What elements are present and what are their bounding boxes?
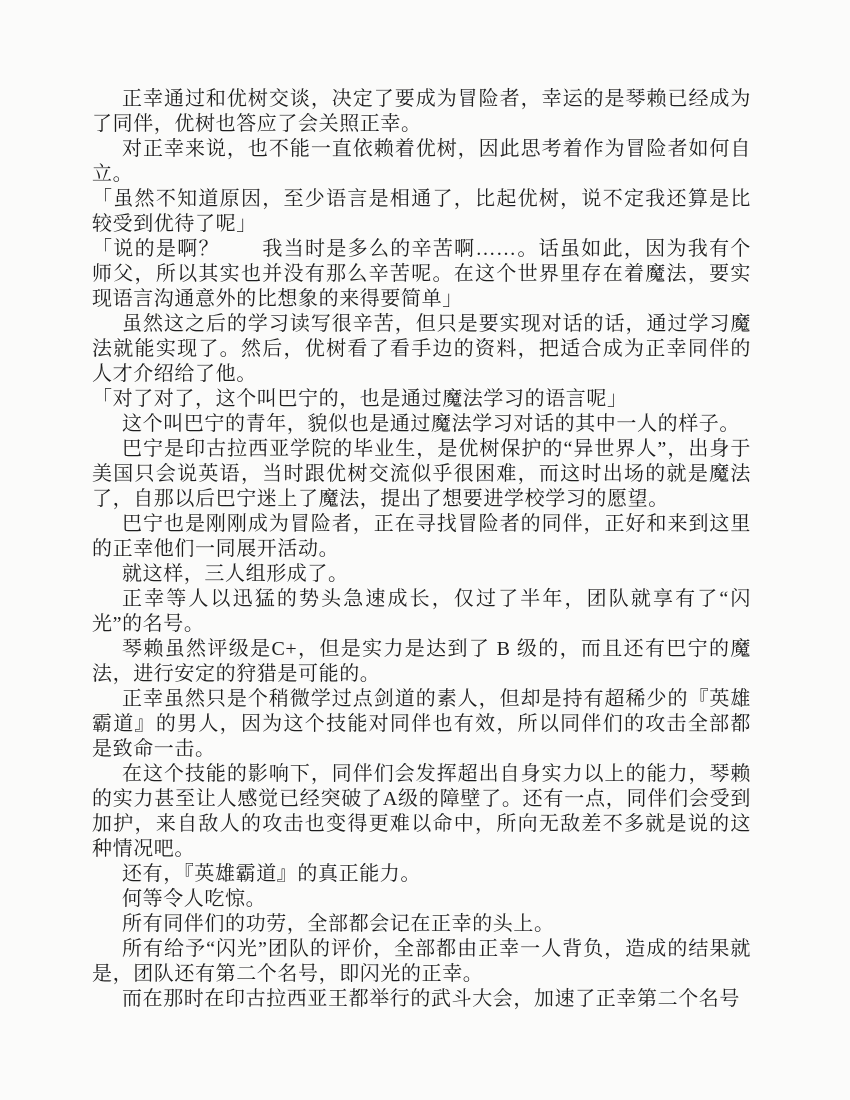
novel-paragraph: 对正幸来说，也不能一直依赖着优树，因此思考着作为冒险者如何自立。 [92,138,751,185]
novel-paragraph: 正幸等人以迅猛的势头急速成长，仅过了半年，团队就享有了“闪光”的名号。 [92,588,751,635]
novel-paragraph: 巴宁是印古拉西亚学院的毕业生，是优树保护的“异世界人”，出身于美国只会说英语，当时跟优树交流似乎很困难，而这时出场的就是魔法了，自那以后巴宁迷上了魔法，提出了想要进学校学习的愿望。 [92,438,751,510]
novel-paragraph: 所有给予“闪光”团队的评价，全部都由正幸一人背负，造成的结果就是，团队还有第二个名号，即闪光的正幸。 [92,938,751,985]
novel-text-block [92,87,751,1012]
novel-paragraph-dialogue: 「虽然不知道原因，至少语言是相通了，比起优树，说不定我还算是比较受到优待了呢」 [92,188,751,235]
novel-paragraph-dialogue: 「对了对了，这个叫巴宁的，也是通过魔法学习的语言呢」 [92,388,628,410]
novel-paragraph: 巴宁也是刚刚成为冒险者，正在寻找冒险者的同伴，正好和来到这里的正幸他们一同展开活动。 [92,513,751,560]
novel-paragraph: 琴赖虽然评级是C+，但是实力是达到了 B 级的，而且还有巴宁的魔法，进行安定的狩猎是可能的。 [92,638,751,685]
novel-paragraph: 在这个技能的影响下，同伴们会发挥超出自身实力以上的能力，琴赖的实力甚至让人感觉已经突破了A级的障壁了。还有一点，同伴们会受到加护，来自敌人的攻击也变得更难以命中，所向无敌差不多就是说的这种情况吧。 [92,763,751,860]
novel-paragraph: 这个叫巴宁的青年，貌似也是通过魔法学习对话的其中一人的样子。 [122,413,740,435]
novel-paragraph-dialogue: 「说的是啊？ 我当时是多么的辛苦啊……。话虽如此，因为我有个师父，所以其实也并没有那么辛苦呢。在这个世界里存在着魔法，要实现语言沟通意外的比想象的来得要简单」 [92,238,751,310]
novel-paragraph: 所有同伴们的功劳，全部都会记在正幸的头上。 [122,913,555,935]
novel-paragraph: 就这样，三人组形成了。 [122,563,349,585]
novel-paragraph: 而在那时在印古拉西亚王都举行的武斗大会，加速了正幸第二个名号 [122,988,740,1010]
novel-paragraph: 何等令人吃惊。 [122,888,267,910]
novel-paragraph: 正幸通过和优树交谈，决定了要成为冒险者，幸运的是琴赖已经成为了同伴，优树也答应了会关照正幸。 [92,88,751,135]
novel-paragraph: 还有，『英雄霸道』的真正能力。 [122,863,421,885]
novel-paragraph: 正幸虽然只是个稍微学过点剑道的素人，但却是持有超稀少的『英雄霸道』的男人，因为这个技能对同伴也有效，所以同伴们的攻击全部都是致命一击。 [92,688,751,760]
novel-paragraph: 虽然这之后的学习读写很辛苦，但只是要实现对话的话，通过学习魔法就能实现了。然后，优树看了看手边的资料，把适合成为正幸同伴的人才介绍给了他。 [92,313,751,385]
